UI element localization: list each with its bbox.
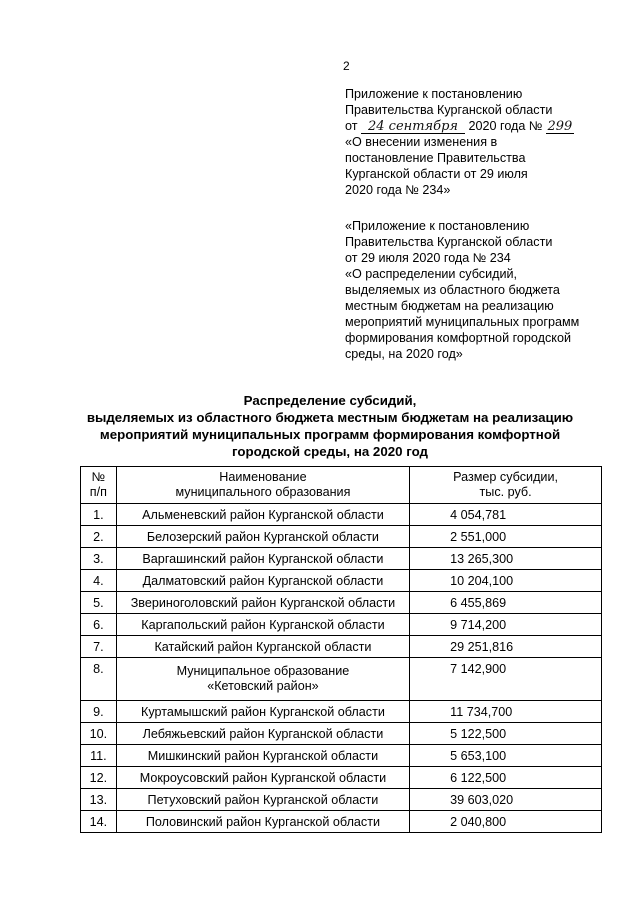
heading-line: выделяемых из областного бюджета местным бюджетам на реализацию bbox=[86, 410, 574, 425]
row-name: Звериноголовский район Курганской области bbox=[116, 592, 409, 614]
row-amount: 6 455,869 bbox=[410, 592, 602, 614]
row-amount: 7 142,900 bbox=[410, 658, 602, 701]
table-row bbox=[81, 745, 602, 767]
table-row bbox=[81, 614, 602, 636]
annex2-block bbox=[345, 218, 579, 362]
row-name: Петуховский район Курганской области bbox=[116, 789, 409, 811]
header-amount-line: тыс. руб. bbox=[479, 485, 532, 499]
annex-line: 2020 года № 234» bbox=[345, 183, 451, 197]
row-amount: 39 603,020 bbox=[410, 789, 602, 811]
row-amount: 5 653,100 bbox=[410, 745, 602, 767]
row-name: Куртамышский район Курганской области bbox=[116, 701, 409, 723]
row-number: 6. bbox=[81, 614, 117, 636]
table-row bbox=[81, 504, 602, 526]
row-name-line: «Кетовский район» bbox=[207, 679, 319, 693]
row-number: 13. bbox=[81, 789, 117, 811]
annex-line: Правительства Курганской области bbox=[345, 103, 553, 117]
annex2-line: формирования комфортной городской bbox=[345, 331, 571, 345]
header-number bbox=[81, 467, 117, 504]
annex-line: Приложение к постановлению bbox=[345, 87, 523, 101]
row-name: Катайский район Курганской области bbox=[116, 636, 409, 658]
header-number-line: п/п bbox=[89, 485, 107, 499]
heading-line: мероприятий муниципальных программ формирования комфортной bbox=[99, 427, 561, 442]
row-number: 9. bbox=[81, 701, 117, 723]
row-number: 4. bbox=[81, 570, 117, 592]
annex2-line: «Приложение к постановлению bbox=[345, 219, 530, 233]
annex2-line: мероприятий муниципальных программ bbox=[345, 315, 580, 329]
row-name: Мишкинский район Курганской области bbox=[116, 745, 409, 767]
heading-line: Распределение субсидий, bbox=[243, 393, 417, 408]
row-amount: 2 040,800 bbox=[410, 811, 602, 833]
row-amount: 2 551,000 bbox=[410, 526, 602, 548]
row-name: Далматовский район Курганской области bbox=[116, 570, 409, 592]
row-name: Мокроусовский район Курганской области bbox=[116, 767, 409, 789]
header-name bbox=[116, 467, 409, 504]
row-name: Альменевский район Курганской области bbox=[116, 504, 409, 526]
annex-line: постановление Правительства bbox=[345, 151, 526, 165]
row-number: 3. bbox=[81, 548, 117, 570]
annex2-line: Правительства Курганской области bbox=[345, 235, 553, 249]
table-row bbox=[81, 526, 602, 548]
row-amount: 4 054,781 bbox=[410, 504, 602, 526]
heading-line: городской среды, на 2020 год bbox=[232, 444, 428, 459]
row-number: 8. bbox=[81, 658, 117, 701]
table-row bbox=[81, 658, 602, 701]
row-name: Лебяжьевский район Курганской области bbox=[116, 723, 409, 745]
row-number: 5. bbox=[81, 592, 117, 614]
row-number: 14. bbox=[81, 811, 117, 833]
document-heading bbox=[60, 392, 600, 460]
row-amount: 5 122,500 bbox=[410, 723, 602, 745]
row-number: 11. bbox=[81, 745, 117, 767]
table-row bbox=[81, 701, 602, 723]
row-amount: 9 714,200 bbox=[410, 614, 602, 636]
row-name: Каргапольский район Курганской области bbox=[116, 614, 409, 636]
annex-block bbox=[345, 86, 574, 198]
date-prefix: от bbox=[345, 119, 358, 133]
annex-line: Курганской области от 29 июля bbox=[345, 167, 528, 181]
row-amount: 11 734,700 bbox=[410, 701, 602, 723]
header-amount bbox=[410, 467, 602, 504]
table-row bbox=[81, 811, 602, 833]
header-name-line: Наименование bbox=[219, 470, 307, 484]
handwritten-number: 299 bbox=[547, 119, 573, 134]
header-amount-line: Размер субсидии, bbox=[453, 470, 558, 484]
row-amount: 6 122,500 bbox=[410, 767, 602, 789]
handwritten-date: 24 сентября bbox=[361, 120, 465, 134]
row-name: Белозерский район Курганской области bbox=[116, 526, 409, 548]
table-row bbox=[81, 767, 602, 789]
subsidy-table bbox=[80, 466, 602, 833]
row-name: Половинский район Курганской области bbox=[116, 811, 409, 833]
row-number: 1. bbox=[81, 504, 117, 526]
annex-line: «О внесении изменения в bbox=[345, 135, 498, 149]
row-number: 2. bbox=[81, 526, 117, 548]
page-number: 2 bbox=[343, 59, 350, 73]
year-text: 2020 года № bbox=[468, 119, 543, 133]
row-amount: 10 204,100 bbox=[410, 570, 602, 592]
row-number: 12. bbox=[81, 767, 117, 789]
annex2-line: от 29 июля 2020 года № 234 bbox=[345, 251, 511, 265]
annex2-line: «О распределении субсидий, bbox=[345, 267, 518, 281]
table-header-row bbox=[81, 467, 602, 504]
row-amount: 29 251,816 bbox=[410, 636, 602, 658]
annex2-line: местным бюджетам на реализацию bbox=[345, 299, 554, 313]
row-amount: 13 265,300 bbox=[410, 548, 602, 570]
annex2-line: среды, на 2020 год» bbox=[345, 347, 463, 361]
header-name-line: муниципального образования bbox=[175, 485, 351, 499]
row-name-line: Муниципальное образование bbox=[176, 664, 350, 678]
annex-date-line bbox=[345, 118, 574, 134]
row-number: 10. bbox=[81, 723, 117, 745]
table-row bbox=[81, 723, 602, 745]
table-row bbox=[81, 592, 602, 614]
table-row bbox=[81, 636, 602, 658]
row-name: Варгашинский район Курганской области bbox=[116, 548, 409, 570]
row-number: 7. bbox=[81, 636, 117, 658]
header-number-line: № bbox=[91, 470, 106, 484]
table-row bbox=[81, 548, 602, 570]
table-row bbox=[81, 570, 602, 592]
annex2-line: выделяемых из областного бюджета bbox=[345, 283, 560, 297]
row-name bbox=[116, 658, 409, 701]
table-row bbox=[81, 789, 602, 811]
